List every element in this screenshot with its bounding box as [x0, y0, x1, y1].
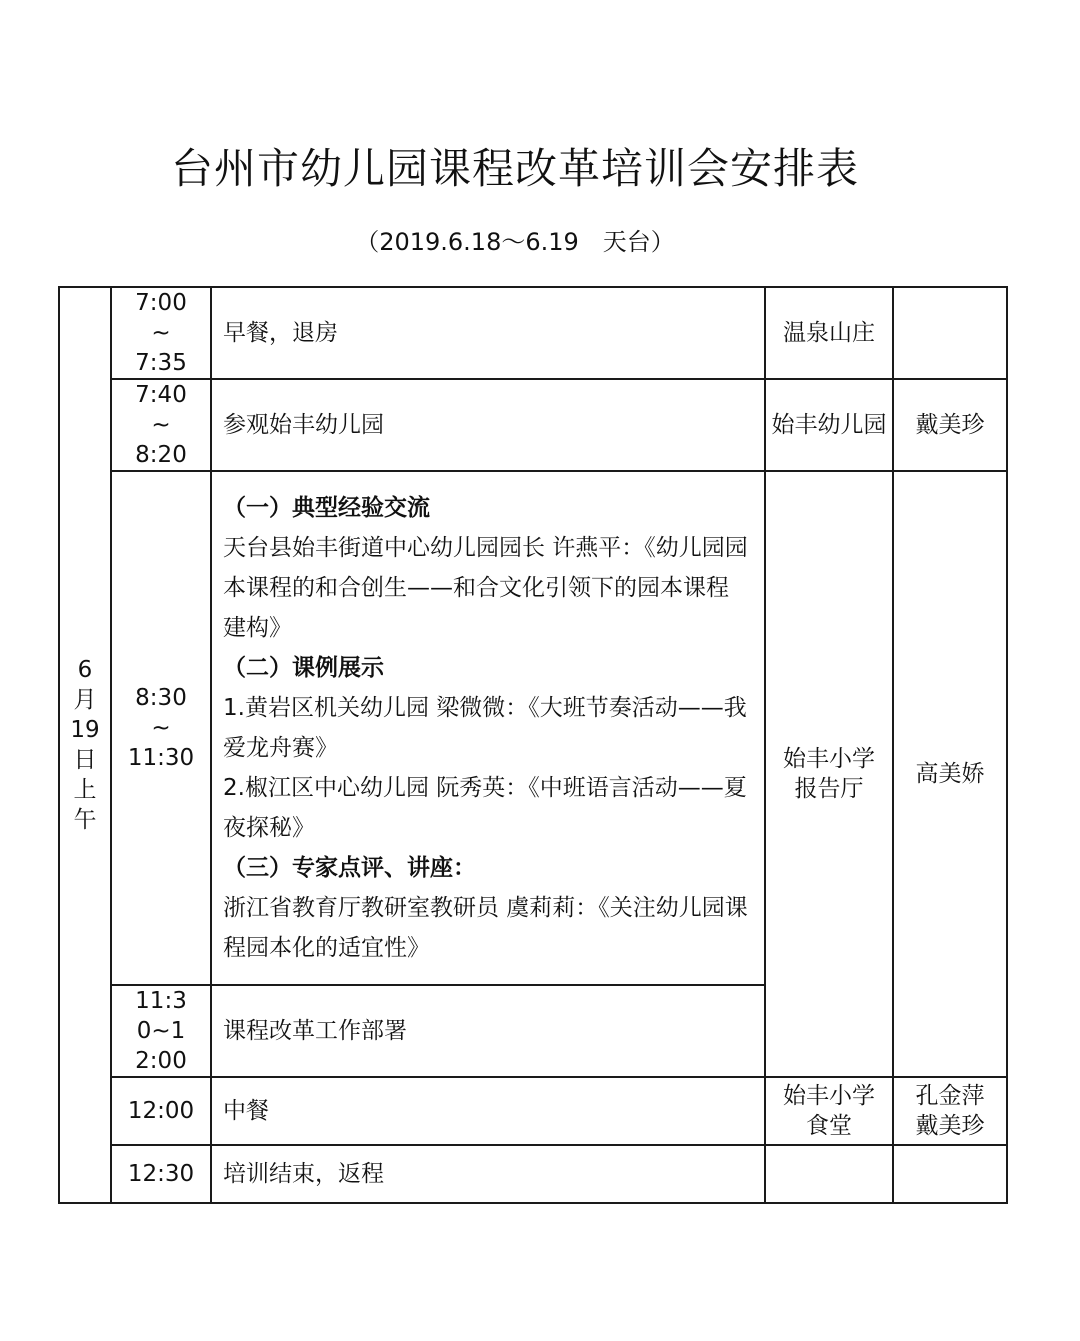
content-text: 中餐 [223, 1098, 269, 1124]
day-cell [59, 287, 111, 1203]
content-text: 培训结束，返程 [223, 1161, 384, 1187]
content-text: 早餐，退房 [223, 320, 338, 346]
agenda-item: 1.黄岩区机关幼儿园 梁微微：《大班节奏活动——我爱龙舟赛》 [223, 695, 747, 761]
time-text: 7:00 ~ 7:35 [135, 290, 187, 376]
agenda-item: 浙江省教育厅教研室教研员 虞莉莉：《关注幼儿园课程园本化的适宜性》 [223, 895, 748, 961]
time-text: 12:00 [127, 1098, 195, 1124]
table-row [59, 287, 1007, 379]
time-cell [111, 471, 211, 985]
page-subtitle: （2019.6.18～6.19 天台） [355, 228, 675, 256]
time-cell [111, 379, 211, 471]
content-cell [211, 1077, 765, 1145]
venue-cell [765, 287, 893, 379]
venue-text: 食堂 [806, 1113, 852, 1139]
table-row [59, 379, 1007, 471]
venue-cell [765, 471, 893, 1077]
venue-text: 始丰小学 [783, 1083, 875, 1109]
table-row [59, 471, 1007, 985]
agenda-heading: （三）专家点评、讲座： [223, 855, 476, 881]
host-text: 戴美珍 [915, 1113, 985, 1139]
time-cell [111, 1077, 211, 1145]
time-text: 11:30~12:00 [135, 988, 187, 1074]
host-cell [893, 1077, 1007, 1145]
time-cell [111, 287, 211, 379]
host-text: 孔金萍 [915, 1083, 985, 1109]
venue-cell [765, 1145, 893, 1203]
venue-text: 始丰幼儿园 [771, 412, 887, 438]
content-cell [211, 287, 765, 379]
content-text: 参观始丰幼儿园 [223, 412, 384, 438]
host-text: 戴美珍 [915, 412, 985, 438]
venue-text: 温泉山庄 [783, 320, 875, 346]
content-cell [211, 471, 765, 985]
venue-text: 始丰小学 [783, 746, 875, 772]
agenda-heading: （一）典型经验交流 [223, 495, 430, 521]
content-text: 课程改革工作部署 [223, 1018, 407, 1044]
host-text: 高美娇 [915, 761, 985, 787]
content-cell [211, 985, 765, 1077]
time-cell [111, 985, 211, 1077]
page-title: 台州市幼儿园课程改革培训会安排表 [170, 144, 859, 193]
schedule-table [58, 286, 1008, 1204]
venue-cell [765, 1077, 893, 1145]
table-row [59, 1145, 1007, 1203]
content-cell [211, 1145, 765, 1203]
time-cell [111, 1145, 211, 1203]
venue-text: 报告厅 [794, 776, 864, 802]
content-cell [211, 379, 765, 471]
host-cell [893, 471, 1007, 1077]
agenda-item: 天台县始丰街道中心幼儿园园长 许燕平：《幼儿园园本课程的和合创生——和合文化引领下的园本课程建构》 [223, 535, 748, 641]
agenda-item: 2.椒江区中心幼儿园 阮秀英：《中班语言活动——夏夜探秘》 [223, 775, 747, 841]
venue-cell [765, 379, 893, 471]
time-text: 8:30 ~ 11:30 [127, 685, 195, 771]
host-cell [893, 379, 1007, 471]
host-cell [893, 1145, 1007, 1203]
host-cell [893, 287, 1007, 379]
time-text: 7:40 ~ 8:20 [135, 382, 187, 468]
agenda-heading: （二）课例展示 [223, 655, 384, 681]
agenda-detail [223, 472, 750, 984]
day-label: 6月19日上午 [70, 657, 100, 833]
time-text: 12:30 [127, 1161, 195, 1187]
table-row [59, 1077, 1007, 1145]
